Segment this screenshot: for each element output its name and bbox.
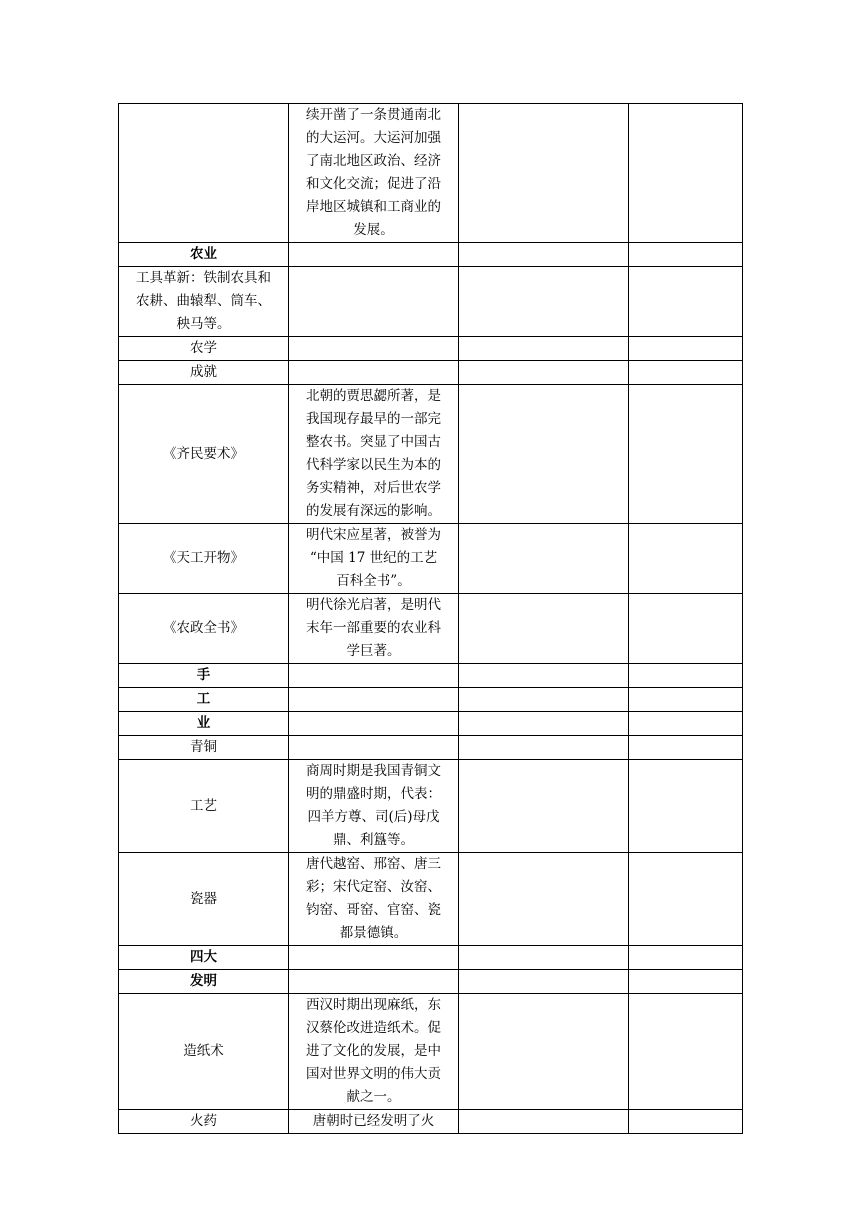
cell-line: 进了文化的发展，是中 [306,1043,441,1059]
cell-line: 国对世界文明的伟大贡 [306,1066,441,1082]
cell-topic: 瓷器 [119,853,289,946]
cell-empty [629,385,743,524]
cell-content [289,712,459,736]
cell-line: 明代宋应星著，被誉为 [306,527,441,543]
table-row [119,688,743,712]
cell-line: 唐代越窑、邢窑、唐三 [306,856,441,872]
cell-content [289,267,459,337]
cell-empty [629,712,743,736]
cell-empty [459,760,629,853]
table-row [119,994,743,1110]
cell-content [289,1110,459,1134]
cell-content [289,337,459,361]
table-row [119,267,743,337]
cell-line: 了南北地区政治、经济 [306,153,441,169]
cell-empty [459,664,629,688]
cell-content [289,760,459,853]
cell-empty [629,267,743,337]
document-table [118,103,743,1134]
cell-line: 务实精神，对后世农学 [306,480,441,496]
table-row [119,385,743,524]
cell-empty [629,664,743,688]
cell-empty [629,760,743,853]
cell-empty [459,712,629,736]
cell-content [289,385,459,524]
table-row [119,104,743,243]
cell-content [289,688,459,712]
cell-content [289,970,459,994]
cell-line: 北朝的贾思勰所著，是 [306,388,441,404]
table-row [119,853,743,946]
cell-content [289,664,459,688]
cell-empty [629,361,743,385]
table-row [119,760,743,853]
table-row [119,361,743,385]
cell-topic: 农学 [119,337,289,361]
cell-topic: 《天工开物》 [119,524,289,594]
cell-content [289,361,459,385]
cell-empty [629,524,743,594]
cell-topic: 造纸术 [119,994,289,1110]
cell-empty [629,594,743,664]
cell-topic: 青铜 [119,736,289,760]
cell-empty [629,1110,743,1134]
table-row [119,337,743,361]
cell-line: 百科全书”。 [336,573,411,589]
cell-line: 岸地区城镇和工商业的 [306,199,441,215]
cell-empty [459,337,629,361]
table-row [119,736,743,760]
cell-line: 的大运河。大运河加强 [306,130,441,146]
cell-topic: 工艺 [119,760,289,853]
cell-line: 学巨著。 [346,643,401,659]
cell-line: 都景德镇。 [339,925,408,941]
cell-content [289,994,459,1110]
table-row [119,712,743,736]
cell-line: 唐朝时已经发明了火 [312,1113,435,1129]
cell-empty [459,524,629,594]
cell-empty [629,946,743,970]
cell-topic: 工 [119,688,289,712]
cell-topic: 农业 [119,243,289,267]
cell-empty [629,970,743,994]
cell-line: 钧窑、哥窑、官窑、瓷 [306,902,441,918]
cell-empty [629,736,743,760]
cell-topic: 手 [119,664,289,688]
cell-topic: 《齐民要术》 [119,385,289,524]
table-row [119,1110,743,1134]
table-row [119,243,743,267]
cell-topic [119,267,289,337]
cell-line: 发展。 [353,222,394,238]
cell-empty [459,853,629,946]
table-row [119,524,743,594]
cell-empty [459,736,629,760]
cell-empty [459,361,629,385]
cell-empty [459,946,629,970]
cell-empty [459,267,629,337]
cell-line: 工具革新：铁制农具和 [136,270,271,286]
cell-line: 西汉时期出现麻纸，东 [306,997,441,1013]
cell-empty [459,970,629,994]
cell-line: 四羊方尊、司(后)母戊 [307,809,440,825]
cell-line: 的发展有深远的影响。 [306,503,441,519]
cell-empty [629,994,743,1110]
cell-line: 明代徐光启著，是明代 [306,597,441,613]
cell-line: 秧马等。 [176,316,231,332]
cell-line: “中国 17 世纪的工艺 [309,550,438,566]
cell-empty [459,994,629,1110]
cell-topic [119,104,289,243]
cell-empty [459,594,629,664]
cell-content [289,104,459,243]
cell-line: 代科学家以民生为本的 [306,457,441,473]
cell-line: 我国现存最早的一部完 [306,411,441,427]
cell-content [289,853,459,946]
cell-empty [459,104,629,243]
cell-line: 和文化交流；促进了沿 [306,176,441,192]
cell-topic: 四大 [119,946,289,970]
cell-empty [459,1110,629,1134]
cell-content [289,594,459,664]
cell-empty [629,337,743,361]
cell-empty [459,385,629,524]
cell-empty [459,688,629,712]
cell-content [289,243,459,267]
cell-empty [629,104,743,243]
table-row [119,594,743,664]
cell-line: 献之一。 [346,1089,401,1105]
cell-topic: 成就 [119,361,289,385]
cell-content [289,524,459,594]
cell-empty [459,243,629,267]
cell-topic: 火药 [119,1110,289,1134]
cell-content [289,946,459,970]
cell-line: 鼎、利簋等。 [333,832,414,848]
cell-line: 续开凿了一条贯通南北 [306,107,441,123]
cell-line: 明的鼎盛时期，代表： [306,786,441,802]
cell-line: 农耕、曲辕犁、筒车、 [136,293,271,309]
cell-topic: 业 [119,712,289,736]
cell-empty [629,688,743,712]
cell-line: 末年一部重要的农业科 [306,620,441,636]
cell-line: 整农书。突显了中国古 [306,434,441,450]
cell-empty [629,853,743,946]
cell-line: 汉蔡伦改进造纸术。促 [306,1020,441,1036]
cell-empty [629,243,743,267]
cell-content [289,736,459,760]
cell-topic: 《农政全书》 [119,594,289,664]
table-row [119,946,743,970]
cell-topic: 发明 [119,970,289,994]
cell-line: 商周时期是我国青铜文 [306,763,441,779]
table-row [119,664,743,688]
table-row [119,970,743,994]
cell-line: 彩；宋代定窑、汝窑、 [306,879,441,895]
